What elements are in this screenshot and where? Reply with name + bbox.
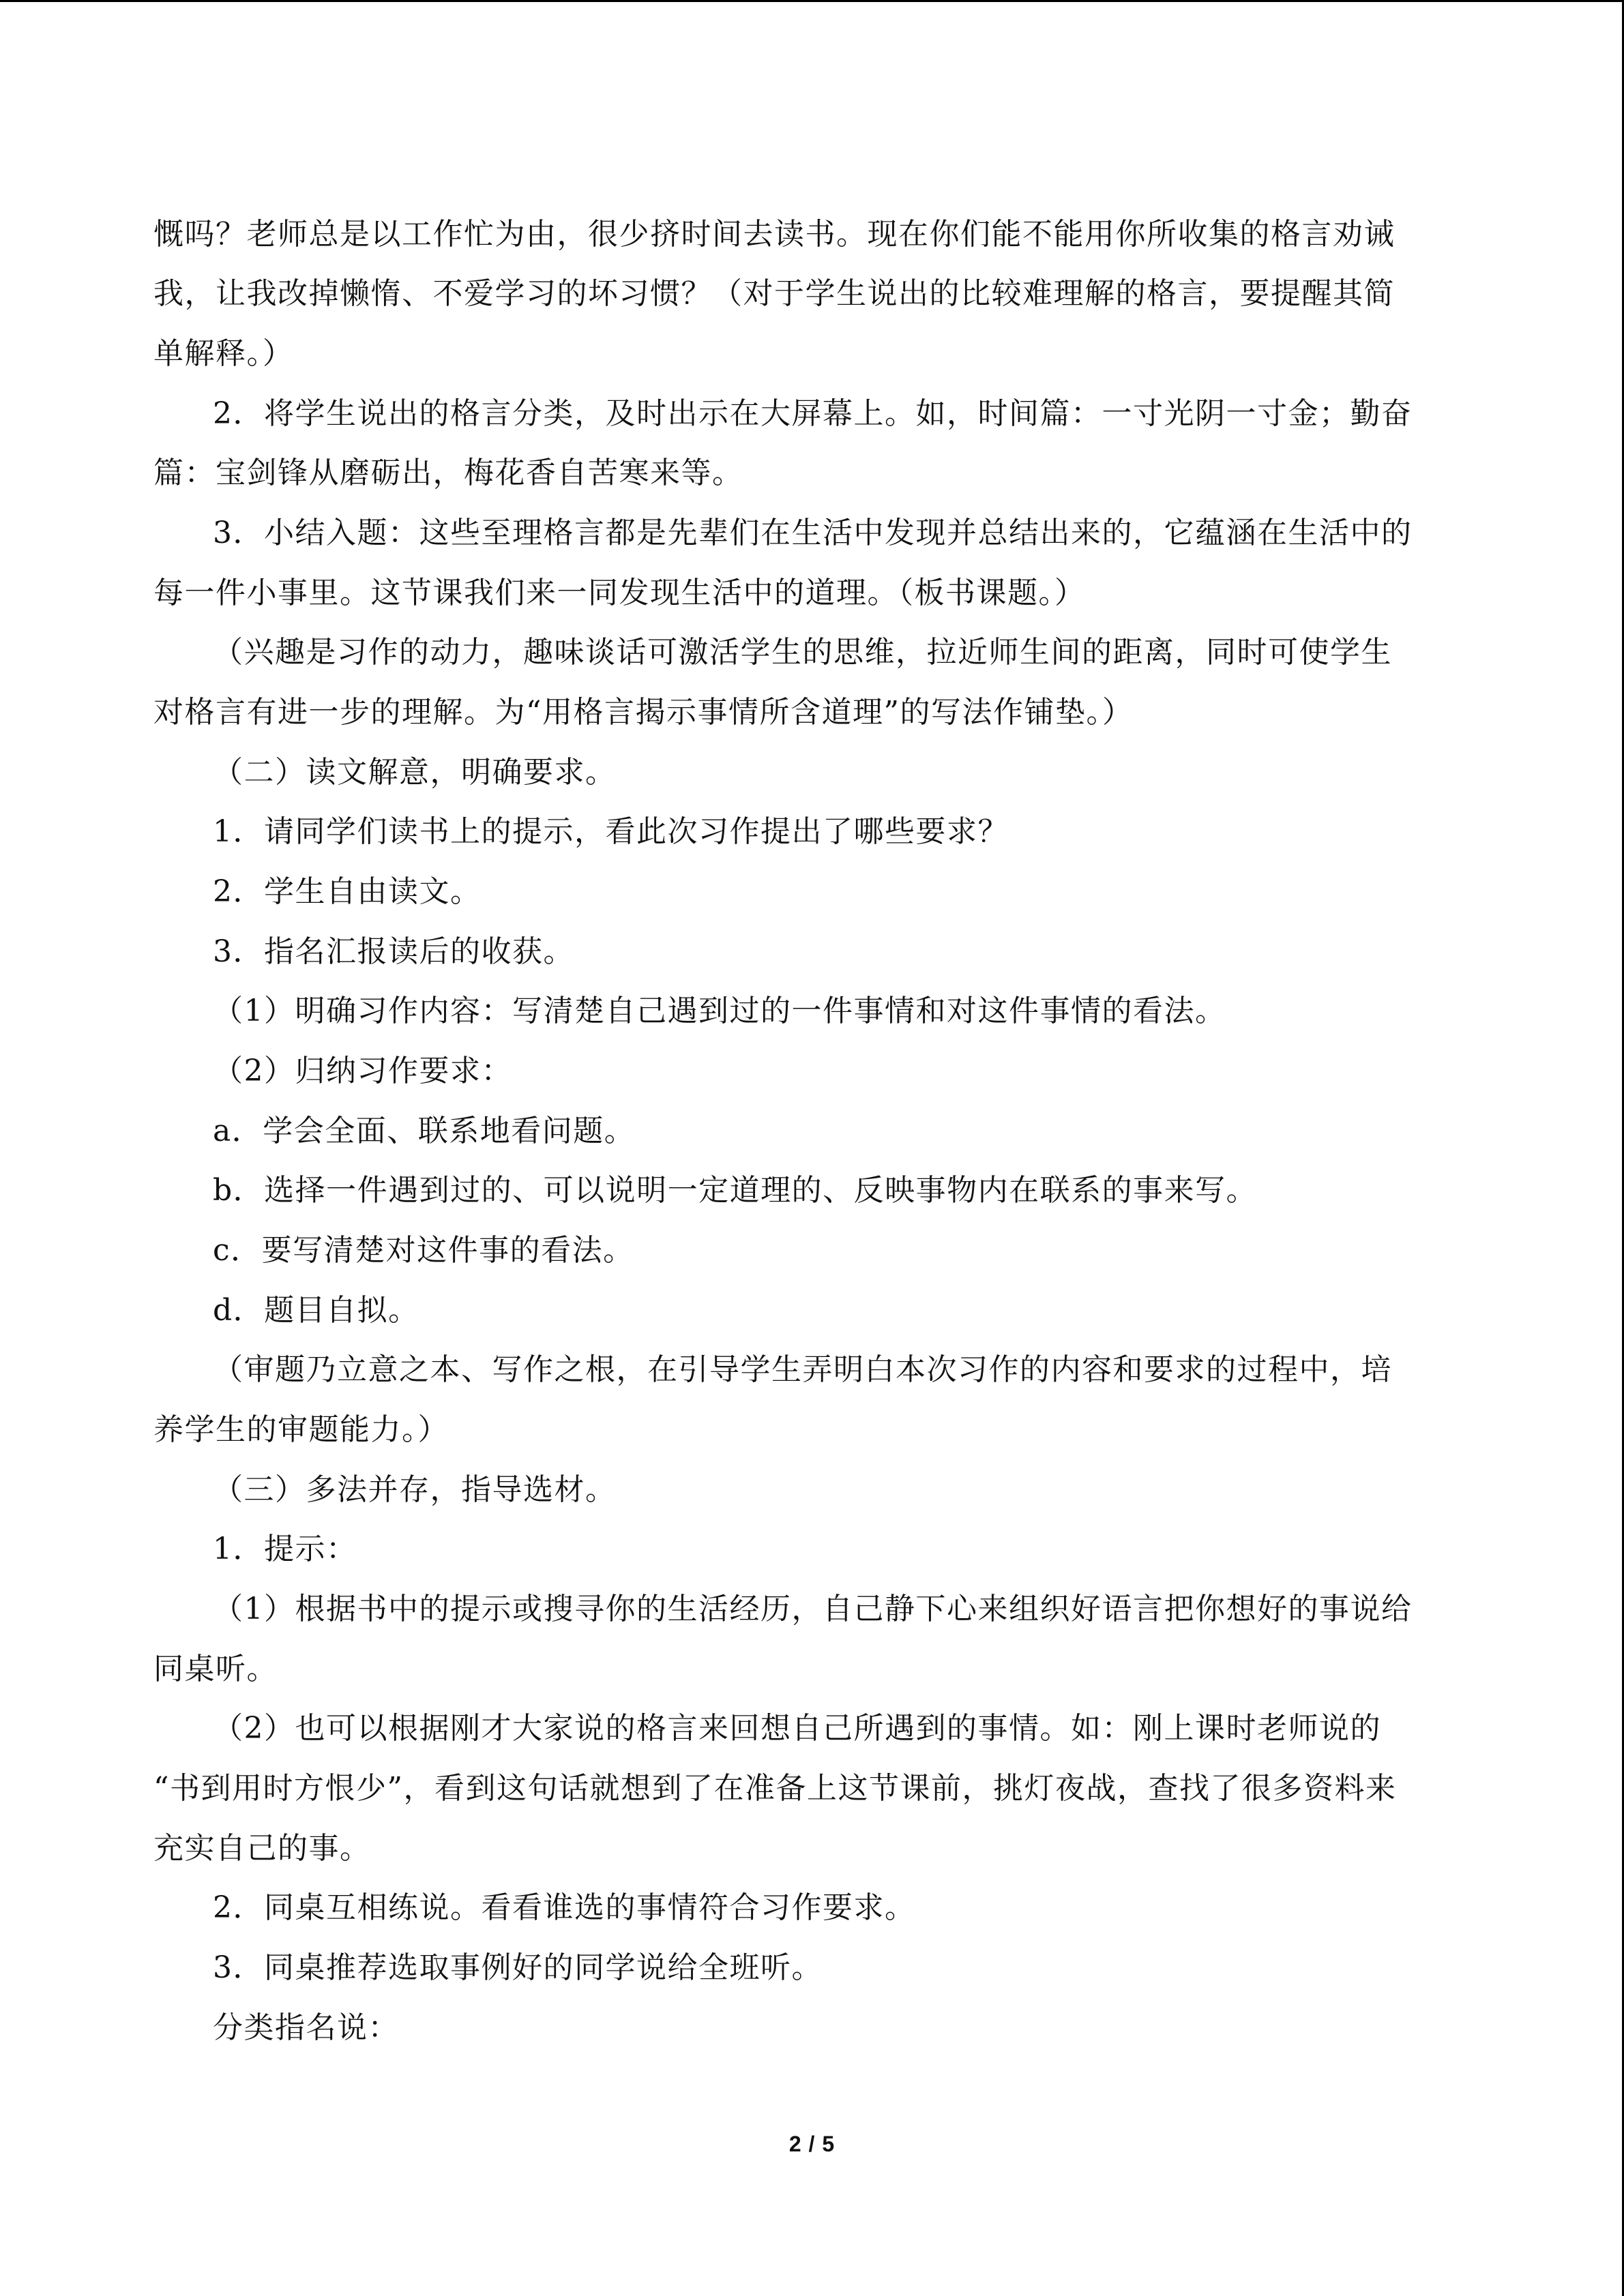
text-line: （1）根据书中的提示或搜寻你的生活经历，自己静下心来组织好语言把你想好的事说给 [213,1592,1413,1626]
text-line: “书到用时方恨少”，看到这句话就想到了在准备上这节课前，挑灯夜战，查找了很多资料来 [153,1771,1397,1806]
text-line: 对格言有进一步的理解。为“用格言揭示事情所含道理”的写法作铺垫。） [153,695,1134,730]
text-line: （兴趣是习作的动力，趣味谈话可激活学生的思维，拉近师生间的距离，同时可使学生 [213,635,1392,670]
text-line: 3．同桌推荐选取事例好的同学说给全班听。 [213,1950,823,1985]
text-line: 同桌听。 [153,1652,278,1686]
text-line: 单解释。） [153,336,294,371]
text-line: 每一件小事里。这节课我们来一同发现生活中的道理。（板书课题。） [153,576,1086,610]
section-heading: （二）读文解意，明确要求。 [213,755,617,790]
text-line: （1）明确习作内容：写清楚自己遇到过的一件事情和对这件事情的看法。 [213,994,1226,1028]
text-line: 篇：宝剑锋从磨砺出，梅花香自苦寒来等。 [153,456,743,490]
text-line: 2．学生自由读文。 [213,874,482,909]
text-line: 分类指名说： [213,2010,399,2045]
text-line: （2）归纳习作要求： [213,1054,512,1088]
list-item: c．要写清楚对这件事的看法。 [213,1233,634,1268]
text-line: 充实自己的事。 [153,1831,371,1866]
text-line: 养学生的审题能力。） [153,1412,449,1447]
text-line: 3．小结入题：这些至理格言都是先辈们在生活中发现并总结出来的，它蕴涵在生活中的 [213,516,1413,550]
section-heading: （三）多法并存，指导选材。 [213,1472,617,1507]
text-line: 慨吗？老师总是以工作忙为由，很少挤时间去读书。现在你们能不能用你所收集的格言劝诫 [153,217,1395,252]
text-line: （审题乃立意之本、写作之根，在引导学生弄明白本次习作的内容和要求的过程中，培 [213,1352,1392,1387]
list-item: b．选择一件遇到过的、可以说明一定道理的、反映事物内在联系的事来写。 [213,1173,1258,1208]
text-line: 2．将学生说出的格言分类，及时出示在大屏幕上。如，时间篇：一寸光阴一寸金；勤奋 [213,396,1413,431]
text-line: 3．指名汇报读后的收获。 [213,934,574,969]
text-line: 我，让我改掉懒惰、不爱学习的坏习惯？（对于学生说出的比较难理解的格言，要提醒其简 [153,276,1395,311]
page-number: 2 / 5 [788,2132,836,2156]
list-item: a．学会全面、联系地看问题。 [213,1114,636,1148]
text-line: 1．提示： [213,1532,357,1566]
text-line: （2）也可以根据刚才大家说的格言来回想自己所遇到的事情。如：刚上课时老师说的 [213,1711,1381,1746]
text-line: 2．同桌互相练说。看看谁选的事情符合习作要求。 [213,1890,916,1925]
text-line: 1．请同学们读书上的提示，看此次习作提出了哪些要求？ [213,814,1009,849]
list-item: d．题目自拟。 [213,1293,419,1328]
